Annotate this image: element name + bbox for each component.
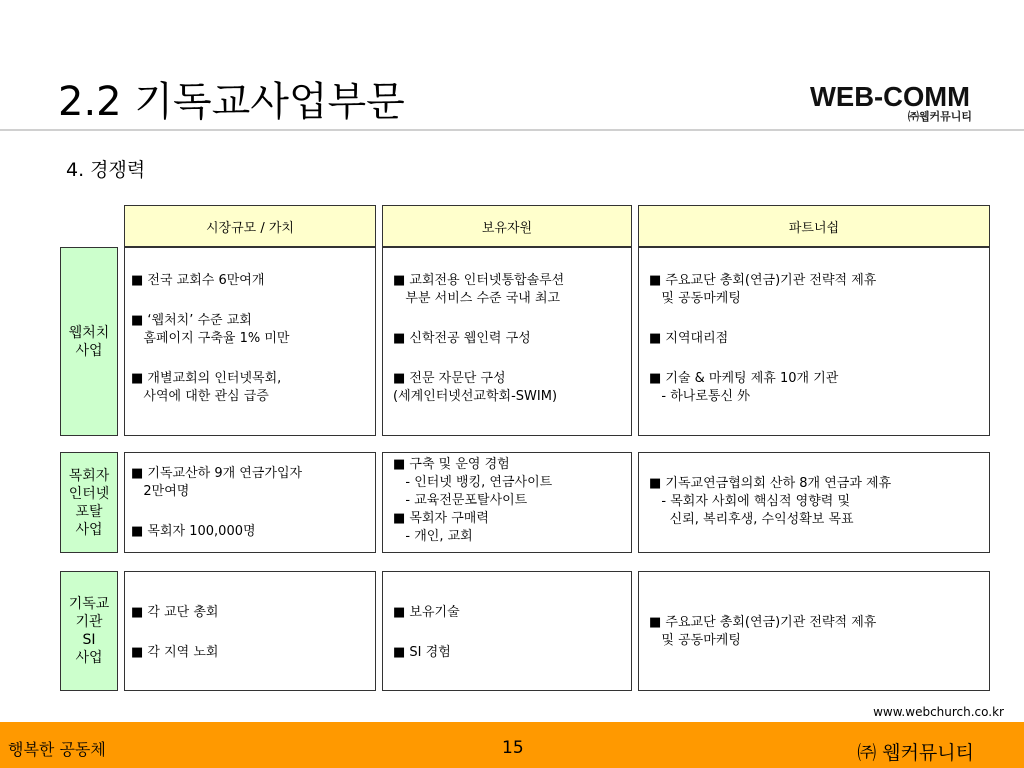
cell-line: ■ 각 교단 총회 bbox=[131, 605, 219, 620]
row-label-webchurch bbox=[60, 247, 118, 436]
cell-christian-si-resources bbox=[382, 571, 632, 691]
cell-line: - 개인, 교회 bbox=[393, 529, 473, 544]
cell-line: 신뢰, 복리후생, 수익성확보 목표 bbox=[649, 512, 854, 527]
cell-christian-si-partnership bbox=[638, 571, 990, 691]
cell-line: ■ 기독교산하 9개 연금가입자 bbox=[131, 466, 303, 481]
cell-line: ■ 기독교연금협의회 산하 8개 연금과 제휴 bbox=[649, 476, 892, 491]
cell-line: ■ 주요교단 총회(연금)기관 전략적 제휴 bbox=[649, 273, 877, 288]
column-header-resources: 보유자원 bbox=[382, 205, 632, 247]
cell-line: ■ 구축 및 운영 경험 bbox=[393, 457, 510, 472]
column-header-partnership: 파트너쉽 bbox=[638, 205, 990, 247]
cell-line: - 인터넷 뱅킹, 연금사이트 bbox=[393, 475, 553, 490]
cell-line: ■ 목회자 100,000명 bbox=[131, 524, 256, 539]
section-heading: 4. 경쟁력 bbox=[66, 159, 146, 181]
logo-wordmark: WEB-COMM bbox=[810, 82, 970, 110]
cell-pastor-portal-market bbox=[124, 452, 376, 553]
row-label-line: 사업 bbox=[75, 342, 103, 359]
cell-line: ■ ‘웹처치’ 수준 교회 bbox=[131, 313, 252, 328]
cell-line: 사역에 대한 관심 급증 bbox=[131, 389, 269, 404]
cell-line: 및 공동마케팅 bbox=[649, 291, 741, 306]
row-label-line: SI bbox=[82, 632, 96, 648]
cell-webchurch-market bbox=[124, 247, 376, 436]
cell-line: ■ 개별교회의 인터넷목회, bbox=[131, 371, 282, 386]
logo-subtitle: ㈜웹커뮤니티 bbox=[907, 110, 972, 123]
logo-mark bbox=[810, 82, 972, 110]
cell-pastor-portal-resources bbox=[382, 452, 632, 553]
row-label-line: 포탈 bbox=[75, 503, 103, 520]
footer-company: ㈜ 웹커뮤니티 bbox=[857, 742, 974, 764]
column-header-market: 시장규모 / 가치 bbox=[124, 205, 376, 247]
page-number: 15 bbox=[502, 738, 524, 758]
row-label-line: 인터넷 bbox=[68, 485, 110, 502]
cell-christian-si-market bbox=[124, 571, 376, 691]
cell-line: ■ SI 경험 bbox=[393, 645, 451, 660]
cell-pastor-portal-partnership bbox=[638, 452, 990, 553]
cell-line: ■ 전문 자문단 구성 bbox=[393, 371, 506, 386]
row-label-line: 사업 bbox=[75, 521, 103, 538]
row-label-pastor-portal bbox=[60, 452, 118, 553]
row-label-line: 기관 bbox=[75, 614, 103, 630]
row-label-line: 웹처치 bbox=[68, 324, 110, 341]
cell-line: 및 공동마케팅 bbox=[649, 633, 741, 648]
cell-line: ■ 보유기술 bbox=[393, 605, 460, 620]
website-url: www.webchurch.co.kr bbox=[873, 705, 1004, 719]
row-label-line: 사업 bbox=[75, 650, 103, 666]
cell-line: 2만여명 bbox=[131, 484, 190, 499]
company-logo bbox=[810, 82, 974, 126]
cell-webchurch-partnership bbox=[638, 247, 990, 436]
cell-line: - 목회자 사회에 핵심적 영향력 및 bbox=[649, 494, 851, 509]
cell-line: - 교육전문포탈사이트 bbox=[393, 493, 528, 508]
cell-line: ■ 전국 교회수 6만여개 bbox=[131, 273, 265, 288]
cell-line: ■ 교회전용 인터넷통합솔루션 bbox=[393, 273, 565, 288]
page-title: 2.2 기독교사업부문 bbox=[58, 79, 405, 125]
title-divider bbox=[0, 129, 1024, 131]
cell-line: ■ 지역대리점 bbox=[649, 331, 729, 346]
cell-webchurch-resources bbox=[382, 247, 632, 436]
cell-line: ■ 목회자 구매력 bbox=[393, 511, 489, 526]
cell-line: - 하나로통신 外 bbox=[649, 389, 751, 404]
cell-line: (세계인터넷선교학회-SWIM) bbox=[393, 389, 558, 404]
footer-slogan: 행복한 공동체 bbox=[8, 740, 106, 759]
cell-line: 홈페이지 구축율 1% 미만 bbox=[131, 331, 290, 346]
row-label-line: 목회자 bbox=[68, 467, 110, 484]
row-label-line: 기독교 bbox=[68, 596, 110, 612]
cell-line: ■ 기술 & 마케팅 제휴 10개 기관 bbox=[649, 371, 839, 386]
cell-line: ■ 주요교단 총회(연금)기관 전략적 제휴 bbox=[649, 615, 877, 630]
cell-line: ■ 신학전공 웹인력 구성 bbox=[393, 331, 531, 346]
row-label-christian-si bbox=[60, 571, 118, 691]
cell-line: ■ 각 지역 노회 bbox=[131, 645, 219, 660]
cell-line: 부분 서비스 수준 국내 최고 bbox=[393, 291, 561, 306]
